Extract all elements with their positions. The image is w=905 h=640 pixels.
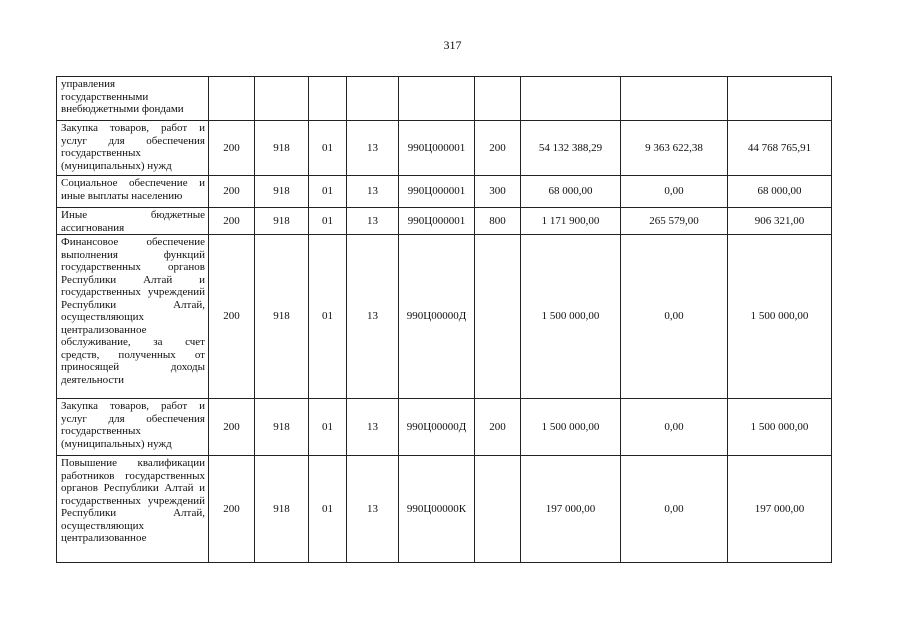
amount-change-cell: 0,00 [621,399,728,456]
subsection-code-cell: 13 [347,208,399,235]
amount-change-cell [621,77,728,121]
table-row [57,208,832,235]
section-code-cell: 01 [309,399,347,456]
expense-type-cell: 200 [475,399,521,456]
row-name: Повышение квалификации работников государственных органов Республики Алтай и государственных учреждений Республики Алтай, осуществляющих централизованное [57,456,209,563]
amount-total-cell: 1 500 000,00 [728,399,832,456]
amount-change-cell: 265 579,00 [621,208,728,235]
amount-approved-cell: 1 500 000,00 [521,399,621,456]
amount-approved-cell: 1 171 900,00 [521,208,621,235]
budget-table [56,76,832,563]
admin-code-cell [209,77,255,121]
target-article-cell: 990Ц000001 [399,208,475,235]
subsection-code-cell: 13 [347,176,399,208]
amount-change-cell: 0,00 [621,235,728,399]
admin-code-cell: 200 [209,208,255,235]
expense-type-cell [475,77,521,121]
row-name: Закупка товаров, работ и услуг для обеспечения государственных (муниципальных) нужд [57,399,209,456]
amount-approved-cell: 1 500 000,00 [521,235,621,399]
ministry-code-cell [255,77,309,121]
admin-code-cell: 200 [209,235,255,399]
section-code-cell [309,77,347,121]
ministry-code-cell: 918 [255,208,309,235]
admin-code-cell: 200 [209,121,255,176]
amount-total-cell: 906 321,00 [728,208,832,235]
subsection-code-cell: 13 [347,121,399,176]
amount-total-cell: 68 000,00 [728,176,832,208]
admin-code-cell: 200 [209,456,255,563]
target-article-cell: 990Ц00000Д [399,399,475,456]
target-article-cell [399,77,475,121]
amount-change-cell: 9 363 622,38 [621,121,728,176]
page-number: 317 [443,38,462,52]
table-row [57,121,832,176]
table-row [57,176,832,208]
table-row [57,235,832,399]
target-article-cell: 990Ц00000Д [399,235,475,399]
amount-total-cell: 197 000,00 [728,456,832,563]
section-code-cell: 01 [309,235,347,399]
admin-code-cell: 200 [209,399,255,456]
amount-approved-cell [521,77,621,121]
target-article-cell: 990Ц000001 [399,121,475,176]
row-name: управления государственными внебюджетными фондами [57,77,209,121]
row-name: Закупка товаров, работ и услуг для обеспечения государственных (муниципальных) нужд [57,121,209,176]
target-article-cell: 990Ц000001 [399,176,475,208]
admin-code-cell: 200 [209,176,255,208]
section-code-cell: 01 [309,176,347,208]
subsection-code-cell: 13 [347,235,399,399]
expense-type-cell: 200 [475,121,521,176]
subsection-code-cell: 13 [347,399,399,456]
subsection-code-cell: 13 [347,456,399,563]
table-row [57,456,832,563]
amount-approved-cell: 54 132 388,29 [521,121,621,176]
amount-change-cell: 0,00 [621,176,728,208]
section-code-cell: 01 [309,456,347,563]
ministry-code-cell: 918 [255,176,309,208]
subsection-code-cell [347,77,399,121]
target-article-cell: 990Ц00000К [399,456,475,563]
section-code-cell: 01 [309,208,347,235]
amount-total-cell: 44 768 765,91 [728,121,832,176]
ministry-code-cell: 918 [255,121,309,176]
ministry-code-cell: 918 [255,235,309,399]
section-code-cell: 01 [309,121,347,176]
amount-approved-cell: 197 000,00 [521,456,621,563]
amount-approved-cell: 68 000,00 [521,176,621,208]
amount-change-cell: 0,00 [621,456,728,563]
amount-total-cell: 1 500 000,00 [728,235,832,399]
expense-type-cell [475,456,521,563]
expense-type-cell: 800 [475,208,521,235]
row-name: Иные бюджетные ассигнования [57,208,209,235]
expense-type-cell [475,235,521,399]
ministry-code-cell: 918 [255,456,309,563]
amount-total-cell [728,77,832,121]
table-row [57,77,832,121]
ministry-code-cell: 918 [255,399,309,456]
expense-type-cell: 300 [475,176,521,208]
row-name: Финансовое обеспечение выполнения функций государственных органов Республики Алтай и государственных учреждений Республики Алтай, осуществляющих централизованное обслуживание, за счет средств, полученных от приносящей доходы деятельности [57,235,209,399]
row-name: Социальное обеспечение и иные выплаты населению [57,176,209,208]
table-row [57,399,832,456]
